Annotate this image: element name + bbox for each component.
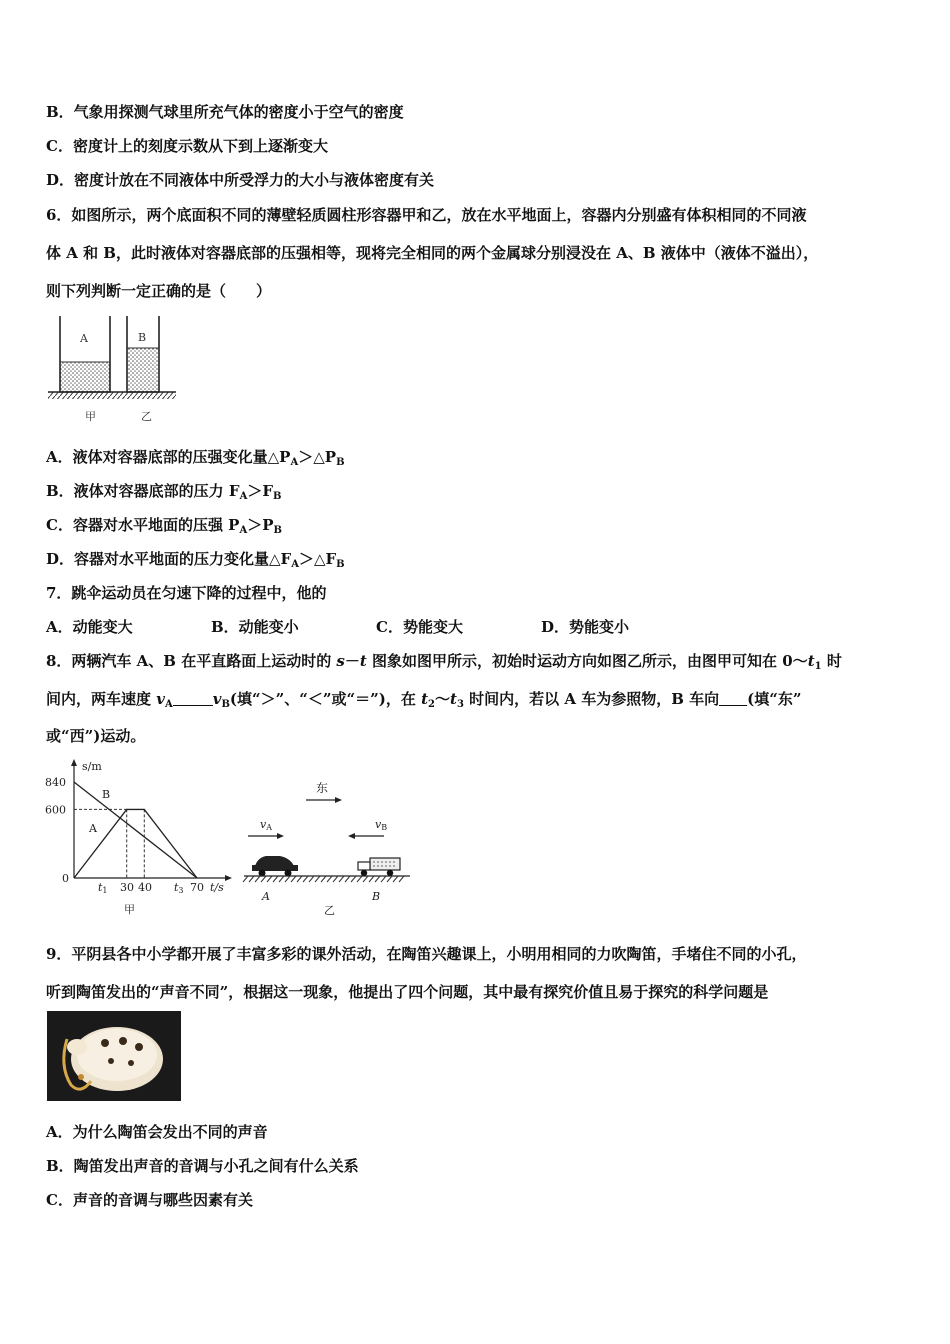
tick-40: 40	[138, 881, 152, 894]
road-hatch-mark	[273, 876, 278, 882]
road-hatch-mark	[291, 876, 296, 882]
q8-st-graph	[42, 756, 242, 921]
q7-option-b: B．动能变小	[211, 618, 299, 636]
road-hatch-mark	[357, 876, 362, 882]
road-hatch-mark	[303, 876, 308, 882]
label-yi: 乙	[141, 410, 152, 423]
road-hatch-mark	[345, 876, 350, 882]
q9-stem-line1: 9．平阴县各中小学都开展了丰富多彩的课外活动，在陶笛兴趣课上，小明用相同的力吹陶笛，手堵住不同的小孔，	[46, 945, 807, 963]
liquid-a	[60, 362, 110, 392]
road-hatch-mark	[255, 876, 260, 882]
q6-option-b: B．液体对容器底部的压力 $F_A>F_B$	[46, 482, 282, 502]
liquid-b	[127, 348, 159, 392]
q6-container-figure	[40, 312, 190, 427]
label-series-b: B	[102, 788, 111, 801]
y-axis-label: s/m	[82, 760, 102, 773]
q9-option-b: B．陶笛发出声音的音调与小孔之间有什么关系	[46, 1157, 359, 1175]
series-a-line	[74, 809, 197, 878]
x-axis-label: t/s	[210, 881, 224, 894]
answer-blank-2[interactable]	[719, 691, 747, 706]
va-label: vA	[260, 818, 272, 832]
answer-blank-1[interactable]	[173, 691, 213, 706]
q5-option-b: B．气象用探测气球里所充气体的密度小于空气的密度	[46, 103, 404, 121]
east-label: 东	[316, 781, 329, 795]
road-hatch-mark	[243, 876, 248, 882]
road-hatch-mark	[315, 876, 320, 882]
tick-t1: t1	[98, 881, 108, 895]
q5-option-c: C．密度计上的刻度示数从下到上逐渐变大	[46, 137, 328, 155]
tick-600: 600	[45, 803, 66, 817]
q6-stem-line1: 6．如图所示，两个底面积不同的薄壁轻质圆柱形容器甲和乙，放在水平地面上，容器内分别盛有体积相同的不同液	[46, 206, 807, 224]
road-hatch-mark	[393, 876, 398, 882]
road-hatch-mark	[309, 876, 314, 882]
tick-30: 30	[120, 881, 134, 894]
label-jia: 甲	[85, 410, 96, 423]
road-hatch-mark	[297, 876, 302, 882]
q6-option-a: A．液体对容器底部的压强变化量$\triangle P_A>\triangle P_B$	[46, 448, 345, 468]
tick-70: 70	[190, 881, 204, 894]
position-a: A	[262, 890, 270, 903]
q8-scene	[240, 772, 415, 920]
q7-option-d: D．势能变小	[541, 618, 630, 636]
road-hatch-mark	[321, 876, 326, 882]
car-a	[252, 856, 298, 877]
road-hatch-mark	[387, 876, 392, 882]
q9-option-c: C．声音的音调与哪些因素有关	[46, 1191, 253, 1209]
road-hatch-mark	[285, 876, 290, 882]
road-hatch-mark	[261, 876, 266, 882]
road-hatch-mark	[327, 876, 332, 882]
ground	[48, 392, 176, 399]
q7-options	[46, 617, 906, 637]
road-hatch-mark	[249, 876, 254, 882]
road-hatch-mark	[369, 876, 374, 882]
q8-stem-line3: 或“西”)运动。	[46, 727, 146, 745]
road-hatch-mark	[381, 876, 386, 882]
q7-option-a: A．动能变大	[46, 618, 133, 636]
label-liquid-b: B	[138, 331, 147, 344]
tick-0: 0	[62, 872, 69, 885]
label-series-a: A	[89, 822, 97, 835]
position-b: B	[372, 890, 381, 903]
truck-b	[358, 858, 400, 876]
vb-label: vB	[375, 818, 388, 832]
q6-stem-line3: 则下列判断一定正确的是（ ）	[46, 282, 272, 300]
scene-caption: 乙	[324, 904, 335, 917]
q9-option-a: A．为什么陶笛会发出不同的声音	[46, 1123, 268, 1141]
graph-caption: 甲	[124, 903, 135, 916]
q6-stem-line2: 体 A 和 B，此时液体对容器底部的压强相等，现将完全相同的两个金属球分别浸没在 A、B 液体中（液体不溢出），	[46, 244, 819, 262]
q7-option-c: C．势能变大	[376, 618, 463, 636]
road-hatch-mark	[363, 876, 368, 882]
road-hatch-mark	[339, 876, 344, 882]
road-hatch-mark	[267, 876, 272, 882]
q9-stem-line2: 听到陶笛发出的“声音不同”，根据这一现象，他提出了四个问题，其中最有探究价值且易于探究的科学问题是	[46, 983, 769, 1001]
ocarina-photo	[47, 1011, 181, 1101]
road-hatch-mark	[351, 876, 356, 882]
tick-840: 840	[45, 776, 66, 789]
road-hatch-mark	[399, 876, 404, 882]
road-hatch-mark	[333, 876, 338, 882]
q7-stem: 7．跳伞运动员在匀速下降的过程中，他的	[46, 584, 327, 602]
q5-option-d: D．密度计放在不同液体中所受浮力的大小与液体密度有关	[46, 171, 435, 189]
q6-option-d: D．容器对水平地面的压力变化量$\triangle F_A>\triangle F_B$	[46, 550, 345, 570]
q8-stem-line2: 间内，两车速度 $v_A$ $v_B$(填“＞”、“＜”或“＝”)，在 $t_2\sim t_3$ 时间内，若以 A 车为参照物，B 车向 (填“东”	[46, 690, 802, 710]
tick-t3: t3	[174, 881, 184, 895]
label-liquid-a: A	[80, 332, 88, 345]
q6-option-c: C．容器对水平地面的压强 $P_A>P_B$	[46, 516, 282, 536]
road-hatch-mark	[375, 876, 380, 882]
road-hatch-mark	[279, 876, 284, 882]
q8-stem-line1: 8．两辆汽车 A、B 在平直路面上运动时的 s－t 图象如图甲所示，初始时运动方向如图乙所示，由图甲可知在 $0\sim t_1$ 时	[46, 652, 842, 672]
